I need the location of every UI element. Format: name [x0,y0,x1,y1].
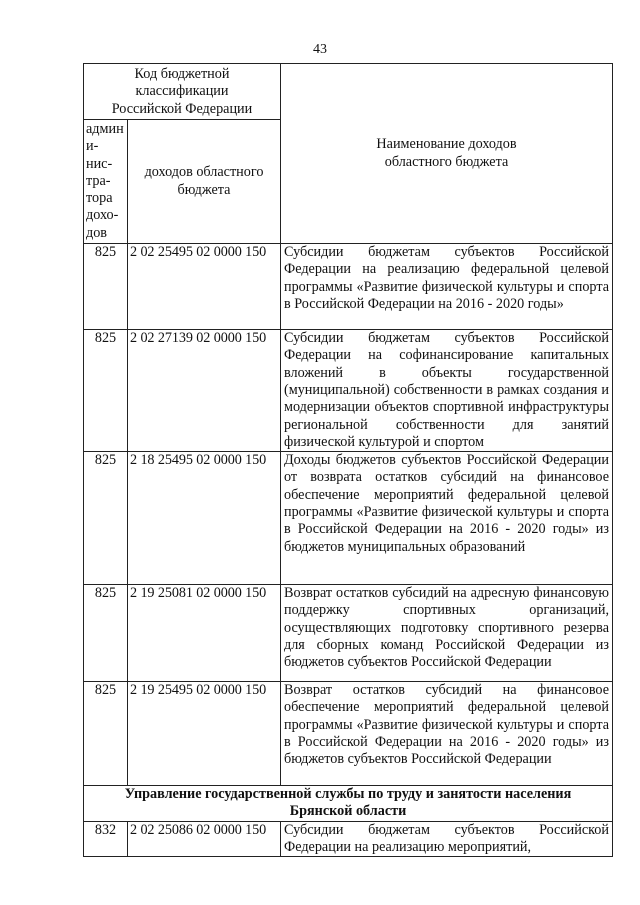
income-name-cell: Субсидии бюджетам субъектов Российской Федерации на реализацию федеральной целевой программы «Развитие физической культуры и спорта в Российской Федерации на 2016 - 2020 годы» [281,244,613,330]
header-row-top [84,64,613,120]
header-name-col [281,64,613,244]
section-title-text: Управление государственной службы по труду и занятости населения Брянской области [124,786,572,820]
admin-code-cell: 825 [84,452,128,585]
budget-classification-table [83,63,613,857]
section-title [84,786,613,822]
income-name-cell: Субсидии бюджетам субъектов Российской Федерации на софинансирование капитальных вложений в объекты государственной (муниципальной) собственности в рамках создания и модернизации объектов спортивной инфраструктуры региональной собственности для занятий физической культурой и спортом [281,330,613,452]
section-row [84,786,613,822]
header-admin-col-text: админи- нис- тра- тора дохо- дов [86,121,124,241]
table-row [84,452,613,585]
admin-code-cell: 825 [84,585,128,682]
income-code-cell: 2 02 25495 02 0000 150 [128,244,281,330]
table-row [84,244,613,330]
admin-code-cell: 832 [84,821,128,857]
income-name-cell: Доходы бюджетов субъектов Российской Федерации от возврата остатков субсидий на финансовое обеспечение мероприятий федеральной целевой программы «Развитие физической культуры и спорта в Российской Федерации на 2016 - 2020 годы» из бюджетов муниципальных образований [281,452,613,585]
income-code-cell: 2 18 25495 02 0000 150 [128,452,281,585]
header-admin-col [84,120,128,244]
table-row [84,330,613,452]
admin-code-cell: 825 [84,244,128,330]
table-row [84,821,613,857]
table-row [84,682,613,786]
header-name-col-text: Наименование доходов областного бюджета [376,136,517,170]
header-code-group-text: Код бюджетной классификации Российской Федерации [111,66,253,117]
admin-code-cell: 825 [84,682,128,786]
income-code-cell: 2 02 27139 02 0000 150 [128,330,281,452]
income-name-cell: Субсидии бюджетам субъектов Российской Федерации на реализацию мероприятий, [281,821,613,857]
income-code-cell: 2 19 25081 02 0000 150 [128,585,281,682]
admin-code-cell: 825 [84,330,128,452]
income-name-cell: Возврат остатков субсидий на адресную финансовую поддержку спортивных организаций, осуществляющих подготовку спортивного резерва для сборных команд Российской Федерации из бюджетов субъектов Российской Федерации [281,585,613,682]
header-income-col-text: доходов областного бюджета [144,164,264,198]
table-row [84,585,613,682]
header-code-group [84,64,281,120]
income-code-cell: 2 19 25495 02 0000 150 [128,682,281,786]
income-name-cell: Возврат остатков субсидий на финансовое обеспечение мероприятий федеральной целевой программы «Развитие физической культуры и спорта в Российской Федерации на 2016 - 2020 годы» из бюджетов субъектов Российской Федерации [281,682,613,786]
header-income-col [128,120,281,244]
page-number: 43 [313,42,327,57]
income-code-cell: 2 02 25086 02 0000 150 [128,821,281,857]
